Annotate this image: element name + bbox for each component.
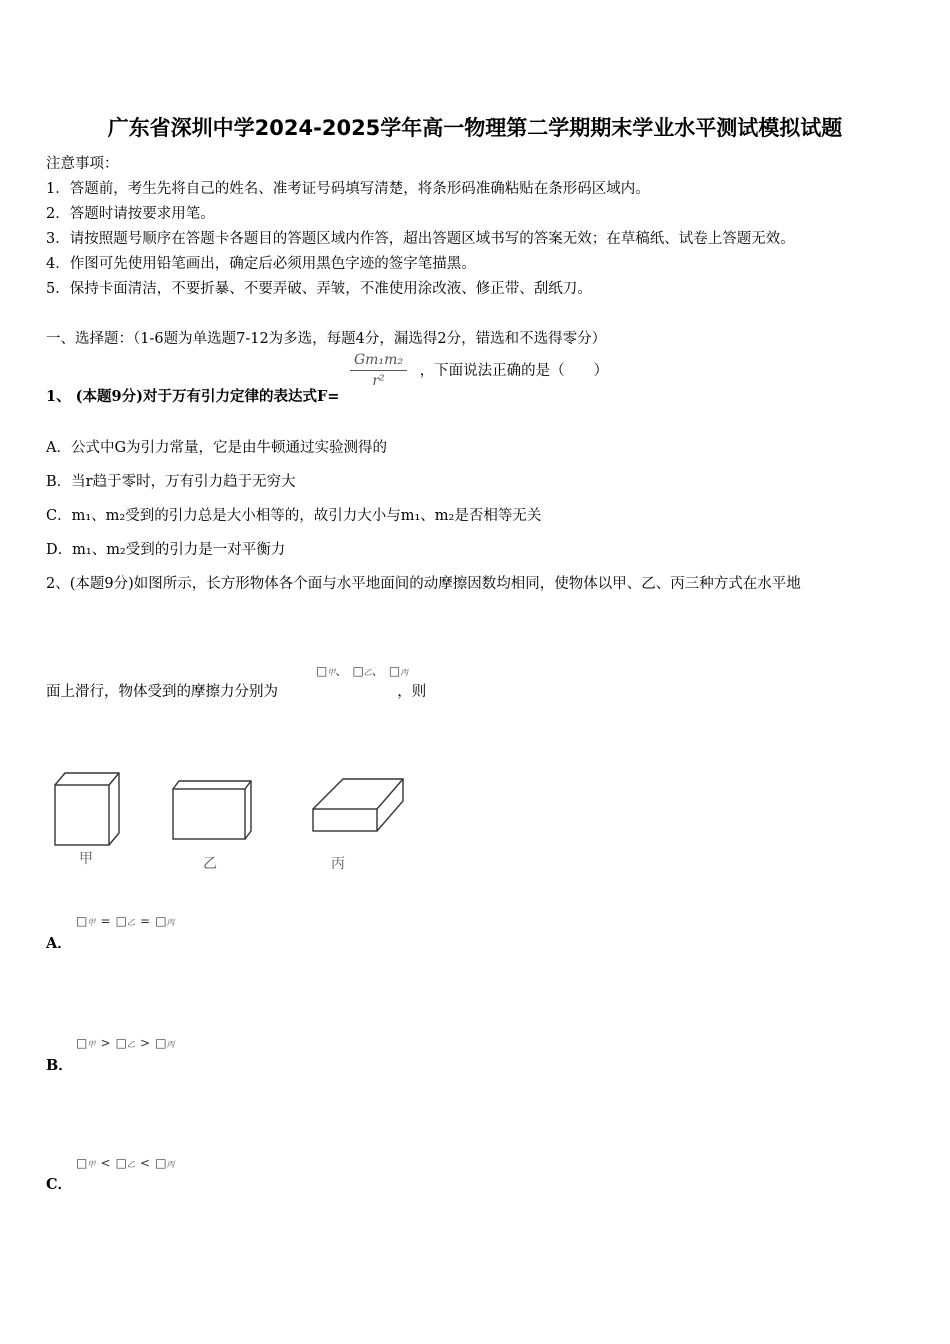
question-2-line-2 bbox=[46, 680, 426, 701]
q1-option-a: A．公式中G为引力常量，它是由牛顿通过实验测得的 bbox=[46, 440, 388, 456]
section-heading: 一、选择题：（1-6题为单选题7-12为多选，每题4分，漏选得2分，错选和不选得零分） bbox=[46, 331, 607, 347]
force-yi: 乙 bbox=[363, 668, 372, 677]
q2-option-b-formula: □甲 > □乙 > □丙 bbox=[76, 1036, 175, 1050]
figure-blocks bbox=[45, 765, 415, 880]
notice-item: 2．答题时请按要求用笔。 bbox=[46, 206, 215, 222]
q1-option-d: D．m₁、m₂受到的引力是一对平衡力 bbox=[46, 542, 286, 558]
question-1-prefix: 1、 (本题9分)对于万有引力定律的表达式F= bbox=[46, 387, 340, 405]
q2-option-a-label: A． bbox=[46, 935, 72, 952]
figure-label-jia: 甲 bbox=[79, 851, 93, 867]
notice-item: 1．答题前，考生先将自己的姓名、准考证号码填写清楚，将条形码准确粘贴在条形码区域内。 bbox=[46, 181, 650, 197]
formula-numerator: Gm₁m₂ bbox=[350, 352, 407, 371]
q1-option-c: C．m₁、m₂受到的引力总是大小相等的，故引力大小与m₁、m₂是否相等无关 bbox=[46, 508, 542, 524]
force-jia: 甲 bbox=[327, 668, 336, 677]
page-title: 广东省深圳中学2024-2025学年高一物理第二学期期末学业水平测试模拟试题 bbox=[107, 116, 843, 140]
formula-fraction bbox=[350, 352, 407, 389]
friction-forces: □甲、 □乙、 □丙 bbox=[316, 664, 409, 678]
notice-item: 3．请按照题号顺序在答题卡各题目的答题区域内作答，超出答题区域书写的答案无效；在草稿纸、试卷上答题无效。 bbox=[46, 231, 795, 247]
q2-option-b-label: B． bbox=[46, 1057, 73, 1074]
formula-denominator: r² bbox=[372, 373, 385, 389]
notice-heading: 注意事项： bbox=[46, 156, 119, 172]
question-1 bbox=[46, 352, 609, 405]
q2-option-a-formula: □甲 = □乙 = □丙 bbox=[76, 914, 175, 928]
figure-label-yi: 乙 bbox=[203, 856, 217, 872]
figure-label-bing: 丙 bbox=[331, 856, 345, 872]
notice-item: 4．作图可先使用铅笔画出，确定后必须用黑色字迹的签字笔描黑。 bbox=[46, 256, 476, 272]
question-1-suffix: ，下面说法正确的是（ ） bbox=[419, 362, 609, 379]
block-jia bbox=[55, 785, 109, 845]
q2-option-c-formula: □甲 < □乙 < □丙 bbox=[76, 1156, 175, 1170]
block-bing bbox=[313, 809, 377, 831]
question-2-line-1: 2、(本题9分)如图所示，长方形物体各个面与水平地面间的动摩擦因数均相同，使物体以甲、乙、丙三种方式在水平地 bbox=[46, 576, 801, 592]
force-bing: 丙 bbox=[400, 668, 409, 677]
notice-item: 5．保持卡面清洁，不要折暴、不要弄破、弄皱，不准使用涂改液、修正带、刮纸刀。 bbox=[46, 281, 592, 297]
question-2-suffix: ，则 bbox=[397, 684, 427, 700]
q1-option-b: B．当r趋于零时，万有引力趋于无穷大 bbox=[46, 474, 296, 490]
question-2-prefix: 面上滑行，物体受到的摩擦力分别为 bbox=[46, 684, 278, 700]
block-yi bbox=[173, 789, 245, 839]
q2-option-c-label: C． bbox=[46, 1176, 73, 1193]
